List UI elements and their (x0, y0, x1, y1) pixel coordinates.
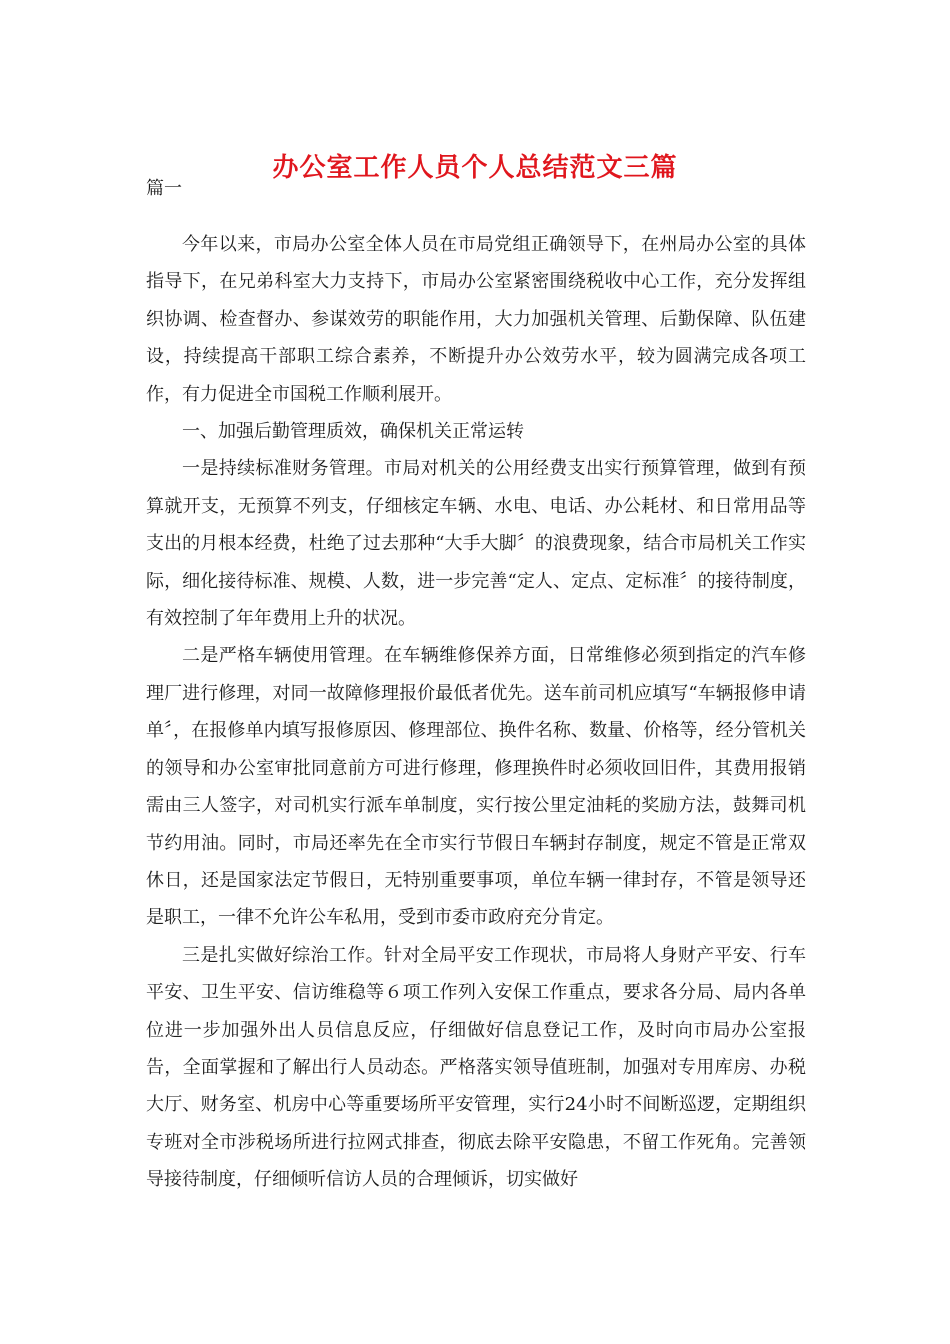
paragraph-heading-1: 一、加强后勤管理质效，确保机关正常运转 (182, 421, 524, 443)
paragraph-vehicles: 二是严格车辆使用管理。在车辆维修保养方面，日常维修必须到指定的汽车修理厂进行修理，对同一故障修理报价最低者优先。送车前司机应填写“车辆报修申请单〞，在报修单内填写报修原因、修理部位、换件名称、数量、价格等，经分管机关的领导和办公室审批同意前方可进行修理，修理换件时必须收回旧件，其费用报销需由三人签字，对司机实行派车单制度，实行按公里定油耗的奖励方法，鼓舞司机节约用油。同时，市局还率先在全市实行节假日车辆封存制度，规定不管是正常双休日，还是国家法定节假日，无特别重要事项，单位车辆一律封存，不管是领导还是职工，一律不允许公车私用，受到市委市政府充分肯定。 (146, 645, 806, 929)
paragraph-finance: 一是持续标准财务管理。市局对机关的公用经费支出实行预算管理，做到有预算就开支，无预算不列支，仔细核定车辆、水电、电话、办公耗材、和日常用品等支出的月根本经费，杜绝了过去那种“大手大脚〞的浪费现象，结合市局机关工作实际，细化接待标准、规模、人数，进一步完善“定人、定点、定标准〞的接待制度，有效控制了年年费用上升的状况。 (146, 458, 806, 630)
document-title: 办公室工作人员个人总结范文三篇 (272, 153, 678, 183)
paragraph-security: 三是扎实做好综治工作。针对全局平安工作现状，市局将人身财产平安、行车平安、卫生平安、信访维稳等６项工作列入安保工作重点，要求各分局、局内各单位进一步加强外出人员信息反应，仔细做好信息登记工作，及时向市局办公室报告，全面掌握和了解出行人员动态。严格落实领导值班制，加强对专用库房、办税大厅、财务室、机房中心等重要场所平安管理，实行24小时不间断巡逻，定期组织专班对全市涉税场所进行拉网式排查，彻底去除平安隐患，不留工作死角。完善领导接待制度，仔细倾听信访人员的合理倾诉，切实做好 (146, 944, 806, 1191)
section-label: 篇一 (146, 178, 182, 199)
paragraph-intro: 今年以来，市局办公室全体人员在市局党组正确领导下，在州局办公室的具体指导下，在兄弟科室大力支持下，市局办公室紧密围绕税收中心工作，充分发挥组织协调、检查督办、参谋效劳的职能作用，大力加强机关管理、后勤保障、队伍建设，持续提高干部职工综合素养，不断提升办公效劳水平，较为圆满完成各项工作，有力促进全市国税工作顺利展开。 (146, 234, 806, 405)
document-body (146, 226, 806, 1199)
